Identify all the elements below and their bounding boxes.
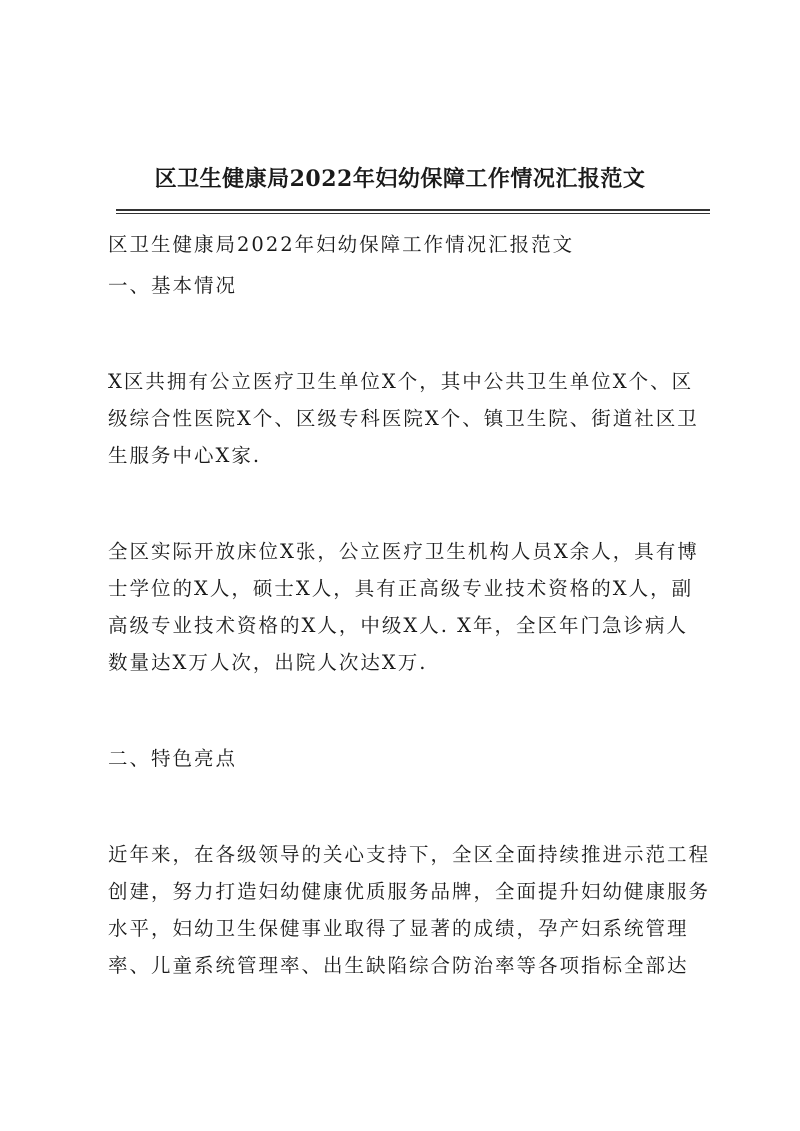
spacer	[108, 304, 720, 363]
paragraph-line: 级综合性医院X个、区级专科医院X个、镇卫生院、街道社区卫	[108, 407, 699, 430]
paragraph-line: 生服务中心X家.	[108, 444, 262, 467]
paragraph-line: 近年来，在各级领导的关心支持下，全区全面持续推进示范工程	[108, 843, 711, 866]
paragraph-line: X区共拥有公立医疗卫生单位X个，其中公共卫生单位X个、区	[108, 370, 694, 393]
section-title-basic: 一、基本情况	[108, 274, 238, 297]
paragraph-line: 水平，妇幼卫生保健事业取得了显著的成绩，孕产妇系统管理	[108, 917, 689, 940]
paragraph-line: 全区实际开放床位X张，公立医疗卫生机构人员X余人，具有博	[108, 540, 699, 563]
paragraph-line: 数量达X万人次，出院人次达X万.	[108, 651, 428, 674]
spacer	[108, 681, 720, 740]
section-title-highlights: 二、特色亮点	[108, 747, 238, 770]
paragraph-line: 高级专业技术资格的X人，中级X人. X年，全区年门急诊病人	[108, 614, 689, 637]
document-heading: 区卫生健康局2022年妇幼保障工作情况汇报范文	[154, 166, 646, 192]
paragraph-line: 创建，努力打造妇幼健康优质服务品牌，全面提升妇幼健康服务	[108, 880, 711, 903]
heading-divider-thick	[116, 209, 710, 211]
paragraph-line: 率、儿童系统管理率、出生缺陷综合防治率等各项指标全部达	[108, 954, 689, 977]
paragraph-units	[108, 363, 720, 474]
spacer	[108, 474, 720, 533]
paragraph-staff	[108, 533, 720, 681]
paragraph-line: 士学位的X人，硕士X人，具有正高级专业技术资格的X人，副	[108, 577, 694, 600]
document-subtitle: 区卫生健康局2022年妇幼保障工作情况汇报范文	[108, 233, 575, 256]
document-body	[108, 226, 720, 984]
heading-divider-thin	[116, 213, 710, 214]
paragraph-achievements	[108, 836, 720, 984]
spacer	[108, 777, 720, 836]
